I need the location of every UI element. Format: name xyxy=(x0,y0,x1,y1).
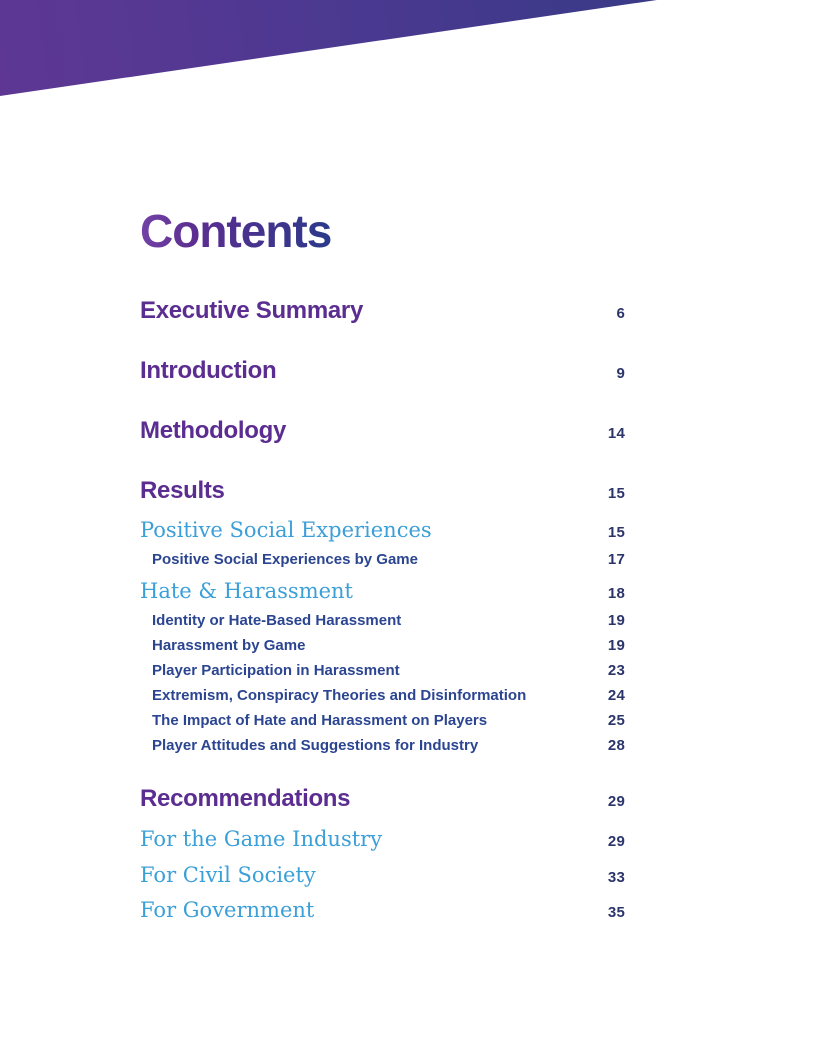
toc-entry xyxy=(140,577,625,608)
toc-entry-page: 29 xyxy=(607,833,625,850)
toc-entry-label: Identity or Hate-Based Harassment xyxy=(152,612,402,629)
toc-entry xyxy=(140,683,625,708)
toc-entry-page: 28 xyxy=(607,737,625,754)
toc-entry-page: 15 xyxy=(607,485,625,502)
toc-entry xyxy=(140,633,625,658)
toc-entry-page: 19 xyxy=(607,637,625,654)
toc-entry-label: For Civil Society xyxy=(140,863,316,887)
toc-entry-label: Player Attitudes and Suggestions for Industry xyxy=(152,737,479,754)
page-title: Contents xyxy=(140,205,332,257)
toc-entry xyxy=(140,608,625,633)
toc-entry xyxy=(140,356,625,389)
toc-entry xyxy=(140,708,625,733)
toc-entry-page: 6 xyxy=(616,305,625,322)
toc-entry-label: Harassment by Game xyxy=(152,637,306,654)
toc-entry-page: 15 xyxy=(607,524,625,541)
toc-entry xyxy=(140,825,625,856)
toc-entry-label: Methodology xyxy=(140,417,287,444)
toc-entry-page: 19 xyxy=(607,612,625,629)
toc-entry-label: Results xyxy=(140,477,225,504)
toc-entry-label: For Government xyxy=(140,898,315,922)
toc-entry-page: 35 xyxy=(607,904,625,921)
toc-entry xyxy=(140,784,625,817)
toc-entry-label: Hate & Harassment xyxy=(140,579,353,603)
toc-entry xyxy=(140,416,625,449)
toc-entry-page: 9 xyxy=(616,365,625,382)
toc-entry-page: 23 xyxy=(607,662,625,679)
toc-entry xyxy=(140,547,625,572)
toc-entry xyxy=(140,516,625,547)
toc-entry-page: 33 xyxy=(607,869,625,886)
toc-entry xyxy=(140,476,625,509)
toc-entry-label: Executive Summary xyxy=(140,297,364,324)
toc-entry xyxy=(140,861,625,892)
toc-entry-label: The Impact of Hate and Harassment on Players xyxy=(152,712,488,729)
toc-entry-label: Extremism, Conspiracy Theories and Disinformation xyxy=(152,687,527,704)
toc-entry-page: 24 xyxy=(607,687,625,704)
toc-entry-label: Positive Social Experiences xyxy=(140,518,432,542)
toc-entry xyxy=(140,658,625,683)
toc-entry-page: 25 xyxy=(607,712,625,729)
toc-entry-label: Positive Social Experiences by Game xyxy=(152,551,418,568)
toc-entry-label: Player Participation in Harassment xyxy=(152,662,400,679)
toc-entry-label: Introduction xyxy=(140,357,277,384)
toc-entry-page: 18 xyxy=(607,585,625,602)
toc-entry-page: 29 xyxy=(607,793,625,810)
toc-entry xyxy=(140,733,625,758)
toc-entry xyxy=(140,896,625,927)
toc-entry-page: 14 xyxy=(607,425,625,442)
toc-entry-label: Recommendations xyxy=(140,785,351,812)
toc-entry xyxy=(140,296,625,329)
toc-entry-label: For the Game Industry xyxy=(140,827,383,851)
toc-entry-page: 17 xyxy=(607,551,625,568)
